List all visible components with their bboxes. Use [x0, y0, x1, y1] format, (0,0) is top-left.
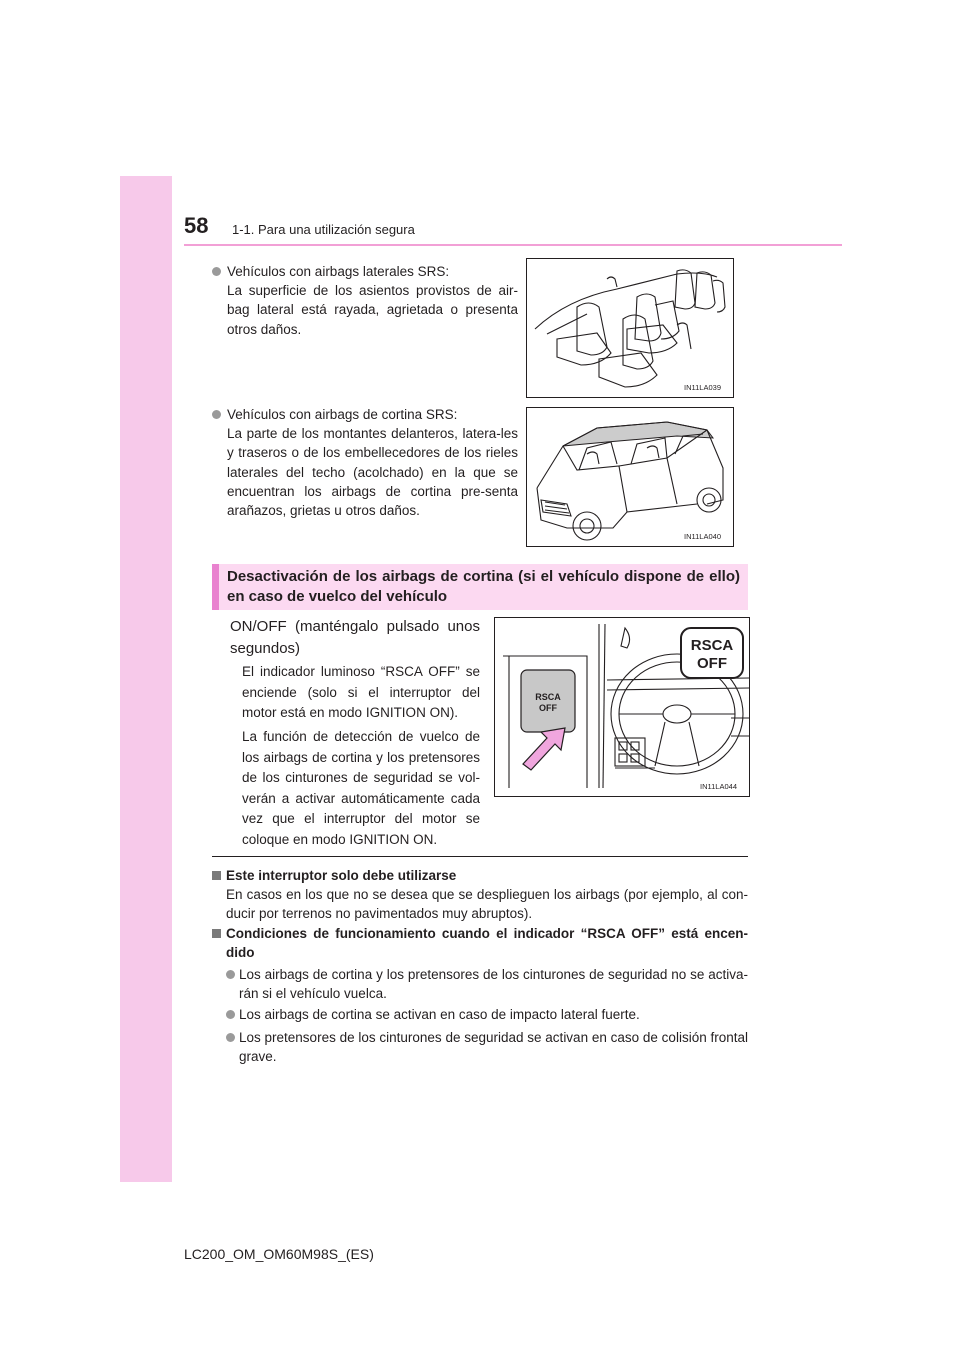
note-heading-conditions: Condiciones de funcionamiento cuando el indicador “RSCA OFF” está encen-dido [226, 926, 748, 960]
note-item-text: Los airbags de cortina se activan en caso de impacto lateral fuerte. [239, 1007, 640, 1022]
figure-vehicle [526, 407, 734, 547]
note-item [226, 1005, 748, 1024]
switch-illustration [495, 618, 749, 796]
step-note-indicator: El indicador luminoso “RSCA OFF” se enciende (solo si el interruptor del motor está en modo IGNITION ON). [242, 664, 480, 720]
figure-seats [526, 258, 734, 398]
callout-label-line1: RSCA [690, 637, 734, 654]
bullet-dot [212, 410, 221, 419]
section-header [212, 564, 748, 610]
switch-label-line1: RSCA [535, 692, 561, 702]
note-item [226, 1028, 748, 1066]
bullet-curtain-airbags [212, 405, 518, 520]
note-heading-usage: Este interruptor solo debe utilizarse [226, 868, 457, 883]
notes-divider [212, 856, 748, 857]
side-tab [120, 176, 172, 1182]
bullet-text: Vehículos con airbags de cortina SRS: La parte de los montantes delanteros, latera-les y traseros o de los embellecedores de los rieles laterales del techo (acolchado) en la que se encuentran los airbags de cortina pre-senta arañazos, grietas u otros daños. [227, 407, 518, 519]
figure-rsca-switch [494, 617, 750, 797]
running-header: 1-1. Para una utilización segura [232, 222, 415, 237]
bullet-dot [212, 267, 221, 276]
bullet-side-airbags [212, 262, 518, 339]
seats-illustration [527, 259, 733, 397]
pointer-arrow-icon [523, 728, 565, 770]
section-title: Desactivación de los airbags de cortina (si el vehículo dispone de ello) en caso de vuelco del vehículo [227, 568, 740, 605]
vehicle-illustration [527, 408, 733, 546]
bullet-dot [226, 1010, 235, 1019]
bullet-dot [226, 970, 235, 979]
figure-code: IN11LA044 [700, 782, 737, 791]
bullet-dot [226, 1033, 235, 1042]
square-bullet-icon [212, 871, 221, 880]
note-item-text: Los pretensores de los cinturones de seguridad se activan en caso de colisión frontal grave. [239, 1030, 748, 1064]
note-item-text: Los airbags de cortina y los pretensores de los cinturones de seguridad no se activa-rán si el vehículo vuelca. [239, 967, 748, 1001]
step-instruction: ON/OFF (manténgalo pulsado unos segundos) [230, 618, 480, 657]
note-body-usage: En casos en los que no se desea que se desplieguen los airbags (por ejemplo, al con-ducir por terrenos no pavimentados muy abruptos). [226, 887, 748, 921]
figure-code: IN11LA040 [684, 532, 721, 541]
figure-code: IN11LA039 [684, 383, 721, 392]
square-bullet-icon [212, 929, 221, 938]
page-number: 58 [184, 213, 209, 238]
note-item [226, 965, 748, 1003]
switch-label-line2: OFF [539, 703, 557, 713]
header-rule [184, 244, 842, 246]
callout-label-line2: OFF [697, 655, 727, 672]
footer-doc-id: LC200_OM_OM60M98S_(ES) [184, 1246, 374, 1262]
step-note-reactivation: La función de detección de vuelco de los airbags de cortina y los pretensores de los cinturones de seguridad se vol-verán a activar automáticamente cada vez que el interruptor del motor se coloque en modo IGNITION ON. [242, 729, 480, 847]
bullet-text: Vehículos con airbags laterales SRS: La superficie de los asientos provistos de air-bag lateral está rayada, agrietada o presenta otros daños. [227, 264, 518, 337]
